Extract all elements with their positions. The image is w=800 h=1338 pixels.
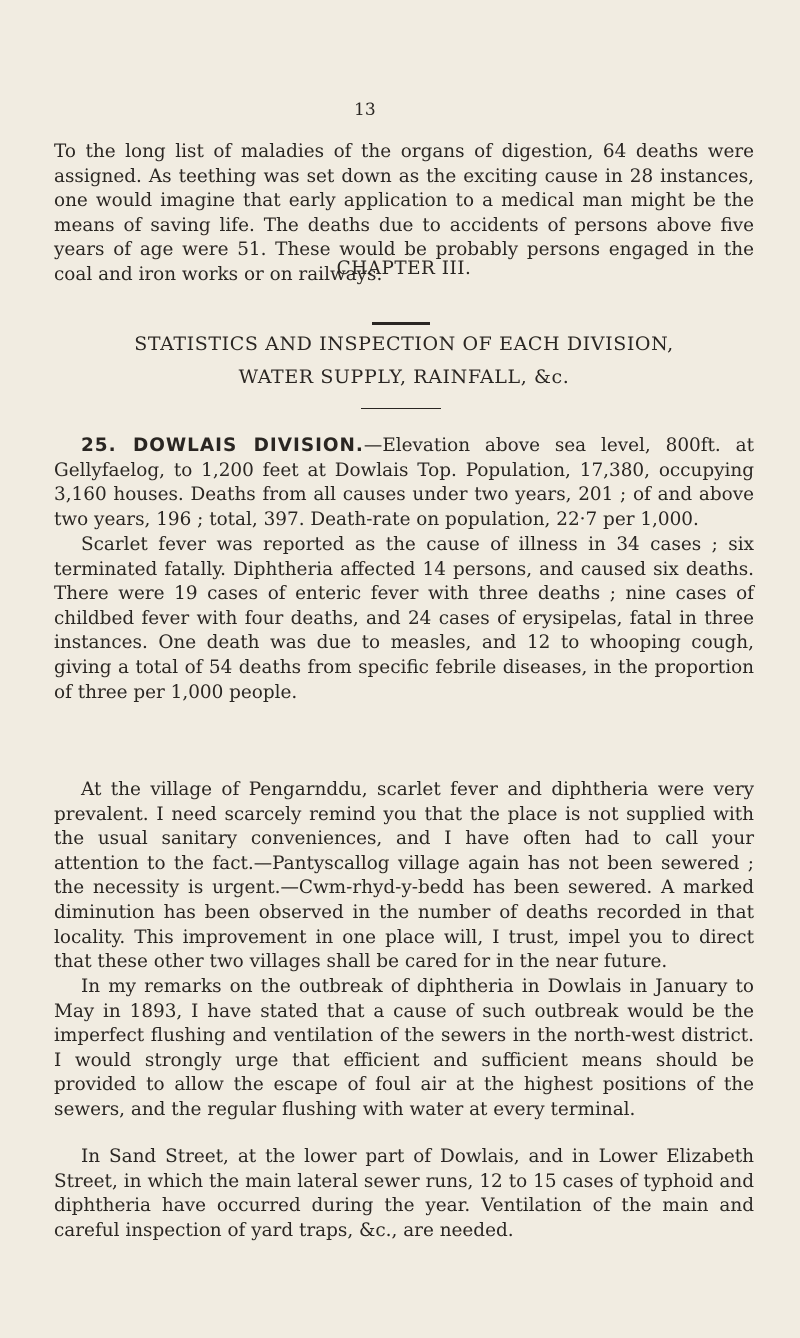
paragraph-pengarnddu-village: At the village of Pengarnddu, scarlet fever and diphtheria were very prevalent. I need scarcely remind you that the place is not supplied with the usual sanitary conveniences, and I have often had to call your attention to the fact.—Pantyscallog village again has not been sewered ; the necessity is urgent.—Cwm-rhyd-y-bedd has been sewered. A marked diminution has been observed in the number of deaths recorded in that locality. This improvement in one place will, I trust, impel you to direct that these other two villages shall be cared for in the near future. (54, 779, 754, 973)
division-description: —Elevation above sea level, 800ft. at Gellyfaelog, to 1,200 feet at Dowlais Top. Population, 17,380, occupying 3,160 houses. Deaths from all causes under two years, 201 ; of and above two years, 196 ; total, 397. Death-rate on population, 22·7 per 1,000. (54, 435, 754, 530)
paragraph-sand-street: In Sand Street, at the lower part of Dowlais, and in Lower Elizabeth Street, in which the main lateral sewer runs, 12 to 15 cases of typhoid and diphtheria have occurred during the year. Ventilation of the main and careful inspection of yard traps, &c., are needed. (54, 1146, 754, 1241)
section-heading (54, 328, 754, 394)
chapter-divider-rule (372, 322, 430, 325)
chapter-heading: CHAPTER III. (336, 258, 472, 279)
document-page (54, 0, 754, 1338)
division-title: 25. DOWLAIS DIVISION. (81, 435, 364, 456)
paragraph-diphtheria-remarks: In my remarks on the outbreak of diphtheria in Dowlais in January to May in 1893, I have stated that a cause of such outbreak would be the imperfect flushing and ventilation of the sewers in the north-west district. I would strongly urge that efficient and sufficient means should be provided to allow the escape of foul air at the highest positions of the sewers, and the regular flushing with water at every terminal. (54, 976, 754, 1120)
paragraph-scarlet-fever: Scarlet fever was reported as the cause of illness in 34 cases ; six terminated fatally. Diphtheria affected 14 persons, and caused six deaths. There were 19 cases of enteric fever with three deaths ; nine cases of childbed fever with four deaths, and 24 cases of erysipelas, fatal in three instances. One death was due to measles, and 12 to whooping cough, giving a total of 54 deaths from specific febrile diseases, in the proportion of three per 1,000 people. (54, 534, 754, 703)
section-heading-line-2: WATER SUPPLY, RAINFALL, &c. (238, 366, 570, 388)
paragraph-dowlais-division (54, 434, 754, 532)
page-number: 13 (354, 100, 376, 120)
paragraph-digestion-maladies: To the long list of maladies of the organs of digestion, 64 deaths were assigned. As teething was set down as the exciting cause in 28 instances, one would imagine that early application to a medical man might be the means of saving life. The deaths due to accidents of persons above five years of age were 51. These would be probably persons engaged in the coal and iron works or on railways. (54, 141, 754, 285)
section-heading-line-1: STATISTICS AND INSPECTION OF EACH DIVISION, (134, 333, 674, 355)
section-divider-rule (361, 408, 441, 409)
